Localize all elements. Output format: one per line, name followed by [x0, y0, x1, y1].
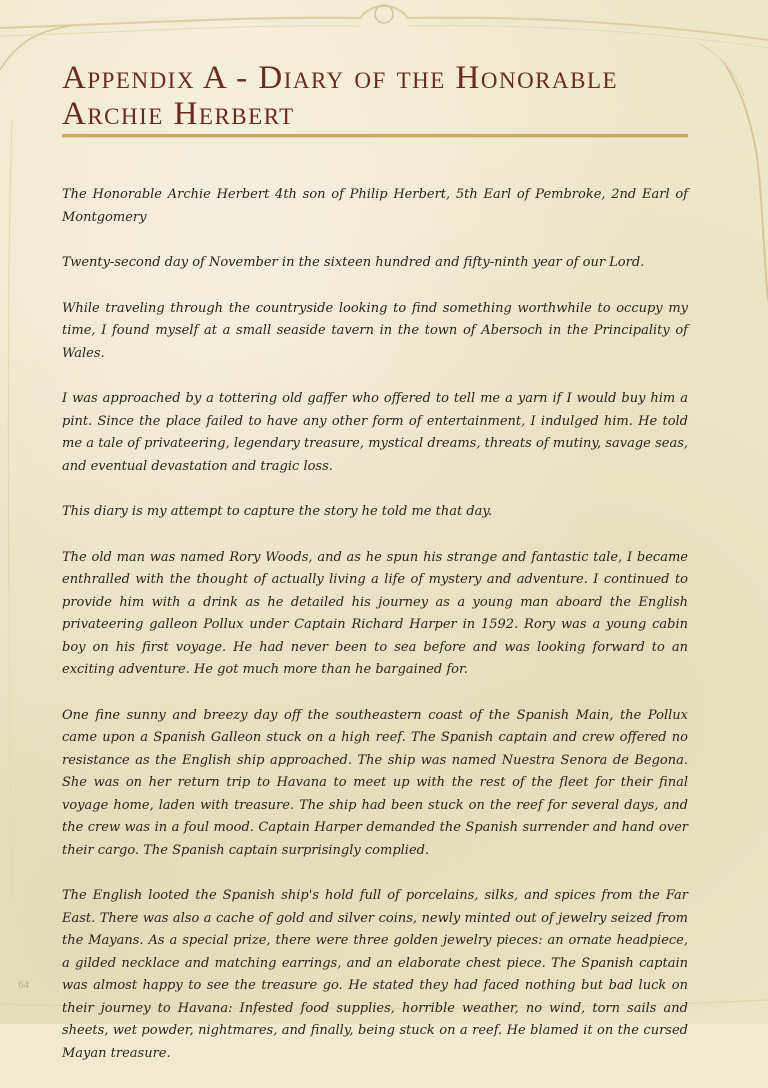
diary-heading-line: The Honorable Archie Herbert 4th son of Philip Herbert, 5th Earl of Pembroke, 2nd Earl of Montgomery [62, 187, 688, 225]
title-divider [62, 134, 688, 138]
diary-paragraph: This diary is my attempt to capture the story he told me that day. [62, 504, 493, 519]
page-title: Appendix A - Diary of the Honorable Archie Herbert [62, 60, 619, 132]
diary-date-line: Twenty-second day of November in the sixteen hundred and fifty-ninth year of our Lord. [62, 255, 645, 270]
diary-paragraph: The old man was named Rory Woods, and as he spun his strange and fantastic tale, I became enthralled with the thought of actually living a life of mystery and adventure. I continued to provide him with a drink as he detailed his journey as a young man aboard the English privateering galleon Pollux under Captain Richard Harper in 1592. Rory was a young cabin boy on his first voyage. He had never been to sea before and was looking forward to an exciting adventure. He got much more than he bargained for. [62, 549, 688, 677]
page-number: 64 [18, 979, 29, 991]
diary-paragraph: While traveling through the countryside looking to find something worthwhile to occupy my time, I found myself at a small seaside tavern in the town of Abersoch in the Principality of Wales. [62, 300, 688, 361]
diary-paragraph: I was approached by a tottering old gaffer who offered to tell me a yarn if I would buy him a pint. Since the place failed to have any other form of entertainment, I indulged him. He told me a tale of privateering, legendary treasure, mystical dreams, threats of mutiny, savage seas, and eventual devastation and tragic loss. [62, 391, 688, 474]
diary-body [62, 184, 688, 1088]
diary-paragraph: One fine sunny and breezy day off the southeastern coast of the Spanish Main, the Pollux came upon a Spanish Galleon stuck on a high reef. The Spanish captain and crew offered no resistance as the English ship approached. The ship was named Nuestra Senora de Begona. She was on her return trip to Havana to meet up with the rest of the fleet for their final voyage home, laden with treasure. The ship had been stuck on the reef for several days, and the crew was in a foul mood. Captain Harper demanded the Spanish surrender and hand over their cargo. The Spanish captain surprisingly complied. [62, 707, 688, 858]
diary-paragraph: The English looted the Spanish ship's hold full of porcelains, silks, and spices from the Far East. There was also a cache of gold and silver coins, newly minted out of jewelry seized from the Mayans. As a special prize, there were three golden jewelry pieces: an ornate headpiece, a gilded necklace and matching earrings, and an elaborate chest piece. The Spanish captain was almost happy to see the treasure go. He stated they had faced nothing but bad luck on their journey to Havana: Infested food supplies, horrible weather, no wind, torn sails and sheets, wet powder, nightmares, and finally, being stuck on a reef. He blamed it on the cursed Mayan treasure. [62, 888, 688, 1061]
